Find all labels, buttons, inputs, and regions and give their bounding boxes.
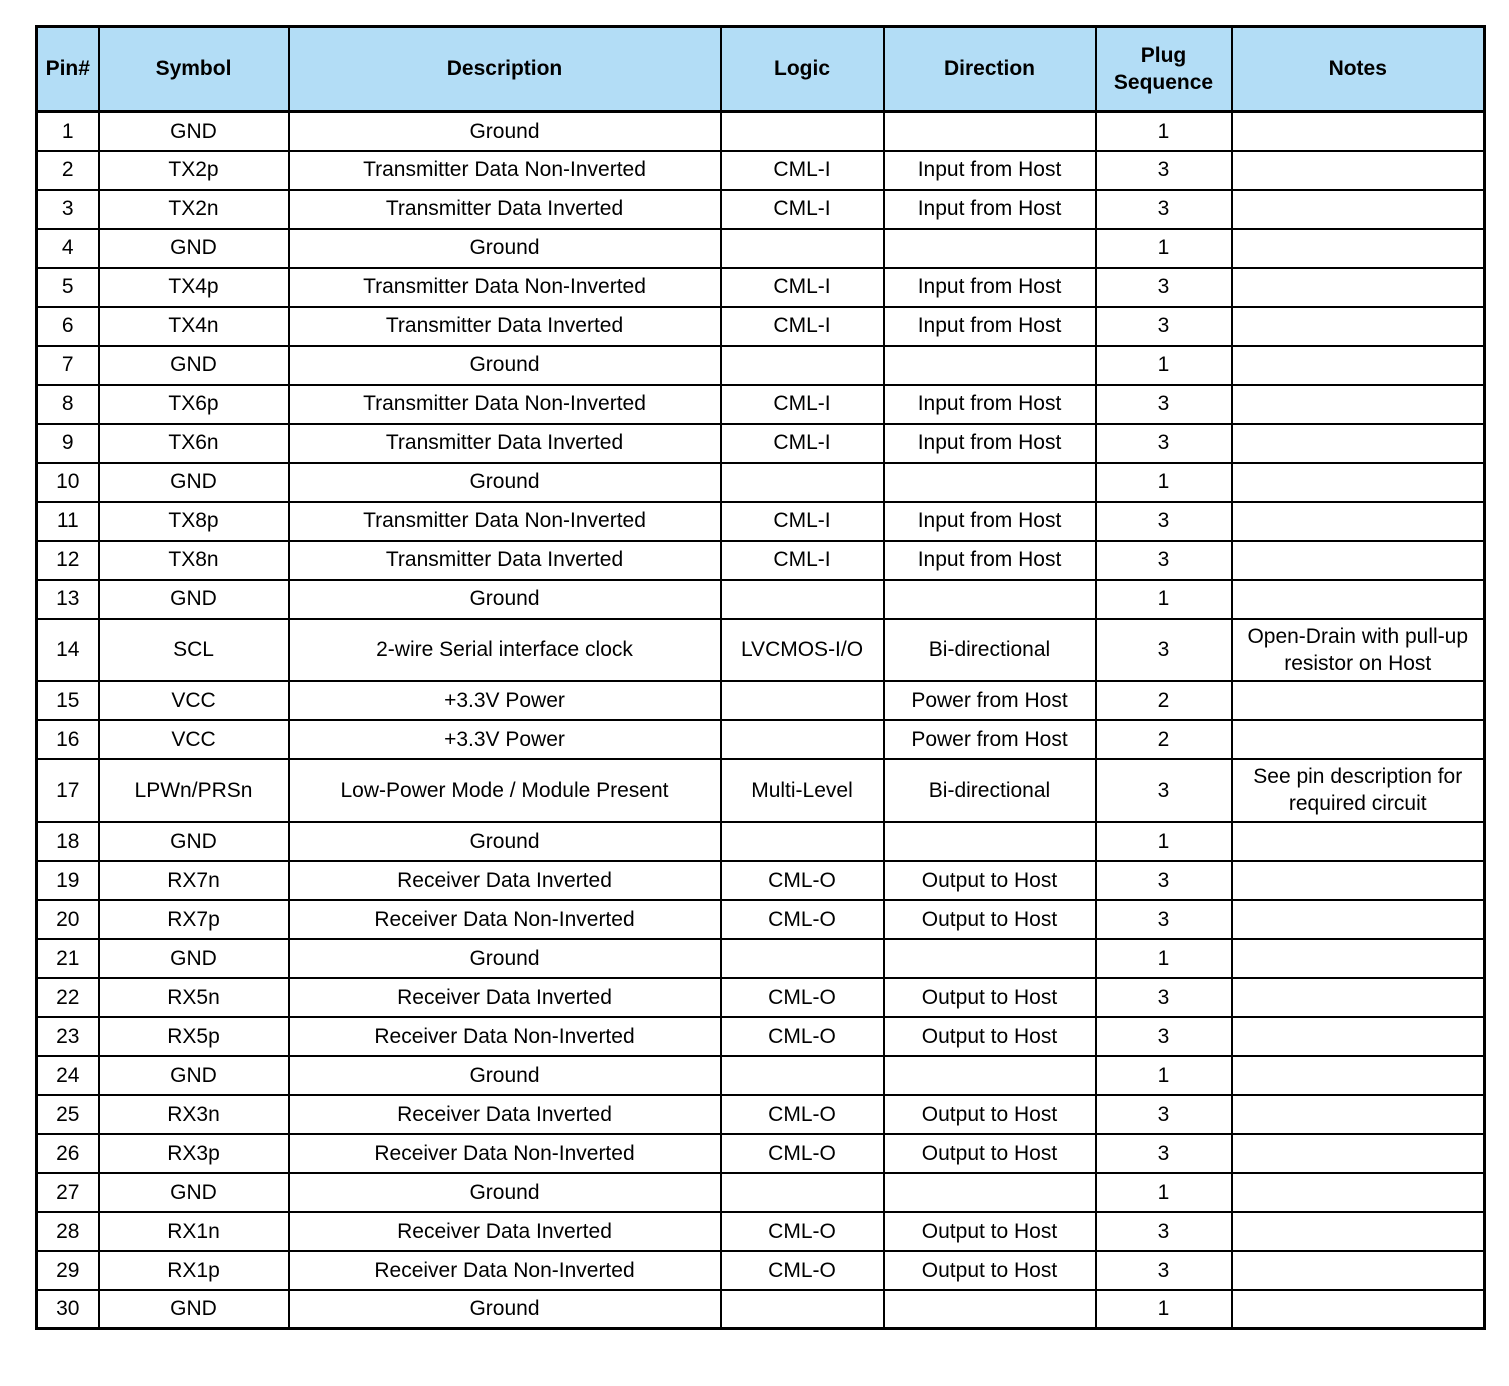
cell-notes	[1232, 720, 1485, 759]
cell-logic: CML-O	[721, 1251, 884, 1290]
cell-logic	[721, 580, 884, 619]
table-body	[37, 112, 1485, 1329]
cell-symbol: GND	[99, 463, 289, 502]
cell-symbol: GND	[99, 1056, 289, 1095]
cell-pin: 15	[37, 681, 99, 720]
cell-plug-sequence: 3	[1096, 190, 1232, 229]
cell-direction: Input from Host	[884, 268, 1096, 307]
table-row	[37, 1290, 1485, 1329]
cell-symbol: GND	[99, 580, 289, 619]
cell-notes	[1232, 307, 1485, 346]
cell-direction: Input from Host	[884, 190, 1096, 229]
table-row	[37, 900, 1485, 939]
cell-direction: Output to Host	[884, 1212, 1096, 1251]
cell-direction: Input from Host	[884, 385, 1096, 424]
cell-plug-sequence: 3	[1096, 1212, 1232, 1251]
cell-symbol: RX7n	[99, 861, 289, 900]
cell-pin: 20	[37, 900, 99, 939]
cell-direction: Input from Host	[884, 502, 1096, 541]
cell-pin: 6	[37, 307, 99, 346]
cell-logic: LVCMOS-I/O	[721, 619, 884, 682]
cell-logic: Multi-Level	[721, 759, 884, 822]
cell-plug-sequence: 1	[1096, 939, 1232, 978]
cell-logic	[721, 1290, 884, 1329]
cell-symbol: RX1p	[99, 1251, 289, 1290]
cell-direction: Input from Host	[884, 151, 1096, 190]
cell-description: Receiver Data Non-Inverted	[289, 1017, 721, 1056]
cell-direction	[884, 463, 1096, 502]
cell-description: Ground	[289, 463, 721, 502]
table-row	[37, 939, 1485, 978]
cell-direction: Power from Host	[884, 720, 1096, 759]
cell-plug-sequence: 1	[1096, 463, 1232, 502]
cell-symbol: RX3n	[99, 1095, 289, 1134]
cell-notes	[1232, 268, 1485, 307]
cell-description: Receiver Data Inverted	[289, 978, 721, 1017]
cell-direction: Output to Host	[884, 978, 1096, 1017]
cell-plug-sequence: 2	[1096, 681, 1232, 720]
cell-pin: 5	[37, 268, 99, 307]
cell-pin: 4	[37, 229, 99, 268]
cell-plug-sequence: 3	[1096, 541, 1232, 580]
table-row	[37, 112, 1485, 151]
cell-description: +3.3V Power	[289, 720, 721, 759]
cell-description: Transmitter Data Inverted	[289, 424, 721, 463]
cell-plug-sequence: 1	[1096, 580, 1232, 619]
cell-pin: 8	[37, 385, 99, 424]
cell-notes: Open-Drain with pull-up resistor on Host	[1232, 619, 1485, 682]
cell-symbol: GND	[99, 346, 289, 385]
cell-logic	[721, 822, 884, 861]
cell-description: 2-wire Serial interface clock	[289, 619, 721, 682]
cell-symbol: TX8n	[99, 541, 289, 580]
cell-notes	[1232, 385, 1485, 424]
cell-description: Receiver Data Non-Inverted	[289, 900, 721, 939]
cell-notes: See pin description for required circuit	[1232, 759, 1485, 822]
cell-symbol: TX4p	[99, 268, 289, 307]
cell-symbol: GND	[99, 822, 289, 861]
cell-plug-sequence: 3	[1096, 759, 1232, 822]
cell-logic	[721, 229, 884, 268]
cell-plug-sequence: 3	[1096, 861, 1232, 900]
cell-pin: 30	[37, 1290, 99, 1329]
cell-pin: 13	[37, 580, 99, 619]
cell-symbol: TX6p	[99, 385, 289, 424]
table-row	[37, 229, 1485, 268]
column-header-logic: Logic	[721, 27, 884, 112]
cell-notes	[1232, 151, 1485, 190]
table-row	[37, 307, 1485, 346]
cell-pin: 7	[37, 346, 99, 385]
cell-symbol: SCL	[99, 619, 289, 682]
cell-description: Transmitter Data Non-Inverted	[289, 151, 721, 190]
cell-symbol: VCC	[99, 720, 289, 759]
table-row	[37, 759, 1485, 822]
cell-direction	[884, 939, 1096, 978]
pin-assignment-table	[35, 25, 1486, 1330]
cell-direction: Power from Host	[884, 681, 1096, 720]
cell-notes	[1232, 1173, 1485, 1212]
cell-logic: CML-I	[721, 385, 884, 424]
header-row	[37, 27, 1485, 112]
cell-symbol: TX2p	[99, 151, 289, 190]
cell-notes	[1232, 1056, 1485, 1095]
table-row	[37, 1017, 1485, 1056]
cell-pin: 26	[37, 1134, 99, 1173]
cell-description: Transmitter Data Non-Inverted	[289, 268, 721, 307]
column-header-notes: Notes	[1232, 27, 1485, 112]
table-row	[37, 861, 1485, 900]
cell-logic: CML-I	[721, 424, 884, 463]
table-row	[37, 1173, 1485, 1212]
cell-notes	[1232, 978, 1485, 1017]
cell-description: Ground	[289, 1173, 721, 1212]
cell-plug-sequence: 3	[1096, 978, 1232, 1017]
cell-symbol: GND	[99, 939, 289, 978]
cell-symbol: RX1n	[99, 1212, 289, 1251]
cell-plug-sequence: 1	[1096, 1290, 1232, 1329]
cell-notes	[1232, 580, 1485, 619]
cell-notes	[1232, 112, 1485, 151]
cell-description: Receiver Data Non-Inverted	[289, 1134, 721, 1173]
cell-direction	[884, 1056, 1096, 1095]
cell-pin: 9	[37, 424, 99, 463]
cell-direction	[884, 346, 1096, 385]
cell-pin: 28	[37, 1212, 99, 1251]
cell-logic: CML-O	[721, 1095, 884, 1134]
cell-notes	[1232, 229, 1485, 268]
cell-plug-sequence: 3	[1096, 1134, 1232, 1173]
cell-pin: 11	[37, 502, 99, 541]
table-row	[37, 463, 1485, 502]
cell-direction: Input from Host	[884, 541, 1096, 580]
cell-pin: 21	[37, 939, 99, 978]
cell-description: Ground	[289, 346, 721, 385]
cell-plug-sequence: 3	[1096, 619, 1232, 682]
cell-notes	[1232, 502, 1485, 541]
cell-symbol: LPWn/PRSn	[99, 759, 289, 822]
cell-symbol: TX4n	[99, 307, 289, 346]
cell-pin: 2	[37, 151, 99, 190]
cell-logic: CML-I	[721, 502, 884, 541]
table-row	[37, 502, 1485, 541]
cell-pin: 16	[37, 720, 99, 759]
cell-pin: 14	[37, 619, 99, 682]
cell-description: Low-Power Mode / Module Present	[289, 759, 721, 822]
cell-logic: CML-O	[721, 1212, 884, 1251]
cell-direction: Output to Host	[884, 1017, 1096, 1056]
table-row	[37, 190, 1485, 229]
cell-description: Transmitter Data Inverted	[289, 541, 721, 580]
cell-plug-sequence: 3	[1096, 385, 1232, 424]
table-row	[37, 580, 1485, 619]
cell-notes	[1232, 541, 1485, 580]
table-row	[37, 424, 1485, 463]
cell-pin: 22	[37, 978, 99, 1017]
cell-logic	[721, 463, 884, 502]
cell-direction: Output to Host	[884, 1134, 1096, 1173]
cell-logic	[721, 346, 884, 385]
cell-description: Transmitter Data Inverted	[289, 190, 721, 229]
cell-symbol: TX6n	[99, 424, 289, 463]
cell-description: Ground	[289, 1056, 721, 1095]
cell-pin: 10	[37, 463, 99, 502]
cell-plug-sequence: 1	[1096, 1056, 1232, 1095]
cell-description: Transmitter Data Non-Inverted	[289, 502, 721, 541]
cell-symbol: RX5p	[99, 1017, 289, 1056]
cell-direction	[884, 580, 1096, 619]
table-row	[37, 1095, 1485, 1134]
cell-logic: CML-O	[721, 1017, 884, 1056]
cell-pin: 17	[37, 759, 99, 822]
cell-pin: 18	[37, 822, 99, 861]
cell-plug-sequence: 1	[1096, 346, 1232, 385]
cell-logic: CML-O	[721, 861, 884, 900]
cell-plug-sequence: 3	[1096, 502, 1232, 541]
cell-notes	[1232, 463, 1485, 502]
cell-description: Ground	[289, 229, 721, 268]
cell-symbol: GND	[99, 229, 289, 268]
cell-symbol: RX3p	[99, 1134, 289, 1173]
cell-notes	[1232, 1212, 1485, 1251]
cell-logic: CML-O	[721, 1134, 884, 1173]
cell-direction	[884, 822, 1096, 861]
cell-pin: 27	[37, 1173, 99, 1212]
cell-logic	[721, 681, 884, 720]
cell-plug-sequence: 1	[1096, 822, 1232, 861]
cell-direction	[884, 1173, 1096, 1212]
cell-pin: 12	[37, 541, 99, 580]
cell-plug-sequence: 3	[1096, 268, 1232, 307]
cell-logic: CML-I	[721, 190, 884, 229]
cell-logic: CML-O	[721, 900, 884, 939]
cell-symbol: VCC	[99, 681, 289, 720]
table-row	[37, 1134, 1485, 1173]
cell-notes	[1232, 939, 1485, 978]
table-row	[37, 681, 1485, 720]
cell-logic: CML-O	[721, 978, 884, 1017]
cell-plug-sequence: 3	[1096, 1095, 1232, 1134]
cell-symbol: RX7p	[99, 900, 289, 939]
table-row	[37, 268, 1485, 307]
table-row	[37, 1251, 1485, 1290]
cell-logic: CML-I	[721, 268, 884, 307]
cell-description: Ground	[289, 580, 721, 619]
table-row	[37, 346, 1485, 385]
cell-notes	[1232, 1095, 1485, 1134]
cell-logic	[721, 1173, 884, 1212]
cell-direction	[884, 229, 1096, 268]
cell-notes	[1232, 424, 1485, 463]
cell-direction	[884, 112, 1096, 151]
table-row	[37, 822, 1485, 861]
cell-description: Receiver Data Inverted	[289, 1212, 721, 1251]
cell-direction: Output to Host	[884, 900, 1096, 939]
cell-symbol: GND	[99, 1173, 289, 1212]
cell-direction: Bi-directional	[884, 619, 1096, 682]
column-header-pin: Pin#	[37, 27, 99, 112]
cell-notes	[1232, 861, 1485, 900]
cell-direction: Bi-directional	[884, 759, 1096, 822]
cell-plug-sequence: 1	[1096, 112, 1232, 151]
cell-direction: Input from Host	[884, 307, 1096, 346]
cell-logic	[721, 1056, 884, 1095]
cell-logic	[721, 112, 884, 151]
cell-direction: Input from Host	[884, 424, 1096, 463]
cell-direction	[884, 1290, 1096, 1329]
cell-description: Ground	[289, 939, 721, 978]
cell-pin: 29	[37, 1251, 99, 1290]
cell-plug-sequence: 3	[1096, 151, 1232, 190]
cell-logic	[721, 939, 884, 978]
cell-symbol: GND	[99, 112, 289, 151]
table-row	[37, 1212, 1485, 1251]
cell-description: Ground	[289, 112, 721, 151]
cell-plug-sequence: 2	[1096, 720, 1232, 759]
cell-notes	[1232, 1290, 1485, 1329]
table-row	[37, 978, 1485, 1017]
cell-logic: CML-I	[721, 307, 884, 346]
cell-description: Ground	[289, 1290, 721, 1329]
cell-description: +3.3V Power	[289, 681, 721, 720]
cell-direction: Output to Host	[884, 1095, 1096, 1134]
table-row	[37, 619, 1485, 682]
column-header-direction: Direction	[884, 27, 1096, 112]
cell-notes	[1232, 681, 1485, 720]
cell-notes	[1232, 822, 1485, 861]
cell-plug-sequence: 3	[1096, 307, 1232, 346]
cell-pin: 25	[37, 1095, 99, 1134]
cell-description: Receiver Data Inverted	[289, 861, 721, 900]
cell-symbol: TX2n	[99, 190, 289, 229]
cell-plug-sequence: 1	[1096, 229, 1232, 268]
cell-logic	[721, 720, 884, 759]
column-header-symbol: Symbol	[99, 27, 289, 112]
cell-pin: 23	[37, 1017, 99, 1056]
cell-notes	[1232, 1017, 1485, 1056]
table-row	[37, 720, 1485, 759]
cell-pin: 24	[37, 1056, 99, 1095]
cell-pin: 19	[37, 861, 99, 900]
table-row	[37, 1056, 1485, 1095]
table-row	[37, 385, 1485, 424]
cell-pin: 3	[37, 190, 99, 229]
cell-plug-sequence: 3	[1096, 424, 1232, 463]
cell-symbol: RX5n	[99, 978, 289, 1017]
table-header	[37, 27, 1485, 112]
cell-notes	[1232, 190, 1485, 229]
cell-notes	[1232, 1251, 1485, 1290]
table-row	[37, 541, 1485, 580]
cell-symbol: TX8p	[99, 502, 289, 541]
cell-symbol: GND	[99, 1290, 289, 1329]
cell-description: Receiver Data Non-Inverted	[289, 1251, 721, 1290]
table-row	[37, 151, 1485, 190]
cell-plug-sequence: 3	[1096, 900, 1232, 939]
cell-description: Transmitter Data Inverted	[289, 307, 721, 346]
cell-pin: 1	[37, 112, 99, 151]
cell-notes	[1232, 900, 1485, 939]
cell-plug-sequence: 3	[1096, 1251, 1232, 1290]
cell-notes	[1232, 1134, 1485, 1173]
cell-notes	[1232, 346, 1485, 385]
cell-direction: Output to Host	[884, 861, 1096, 900]
cell-direction: Output to Host	[884, 1251, 1096, 1290]
cell-plug-sequence: 1	[1096, 1173, 1232, 1212]
cell-plug-sequence: 3	[1096, 1017, 1232, 1056]
cell-logic: CML-I	[721, 541, 884, 580]
cell-logic: CML-I	[721, 151, 884, 190]
cell-description: Transmitter Data Non-Inverted	[289, 385, 721, 424]
column-header-description: Description	[289, 27, 721, 112]
cell-description: Ground	[289, 822, 721, 861]
cell-description: Receiver Data Inverted	[289, 1095, 721, 1134]
column-header-plug-sequence: Plug Sequence	[1096, 27, 1232, 112]
